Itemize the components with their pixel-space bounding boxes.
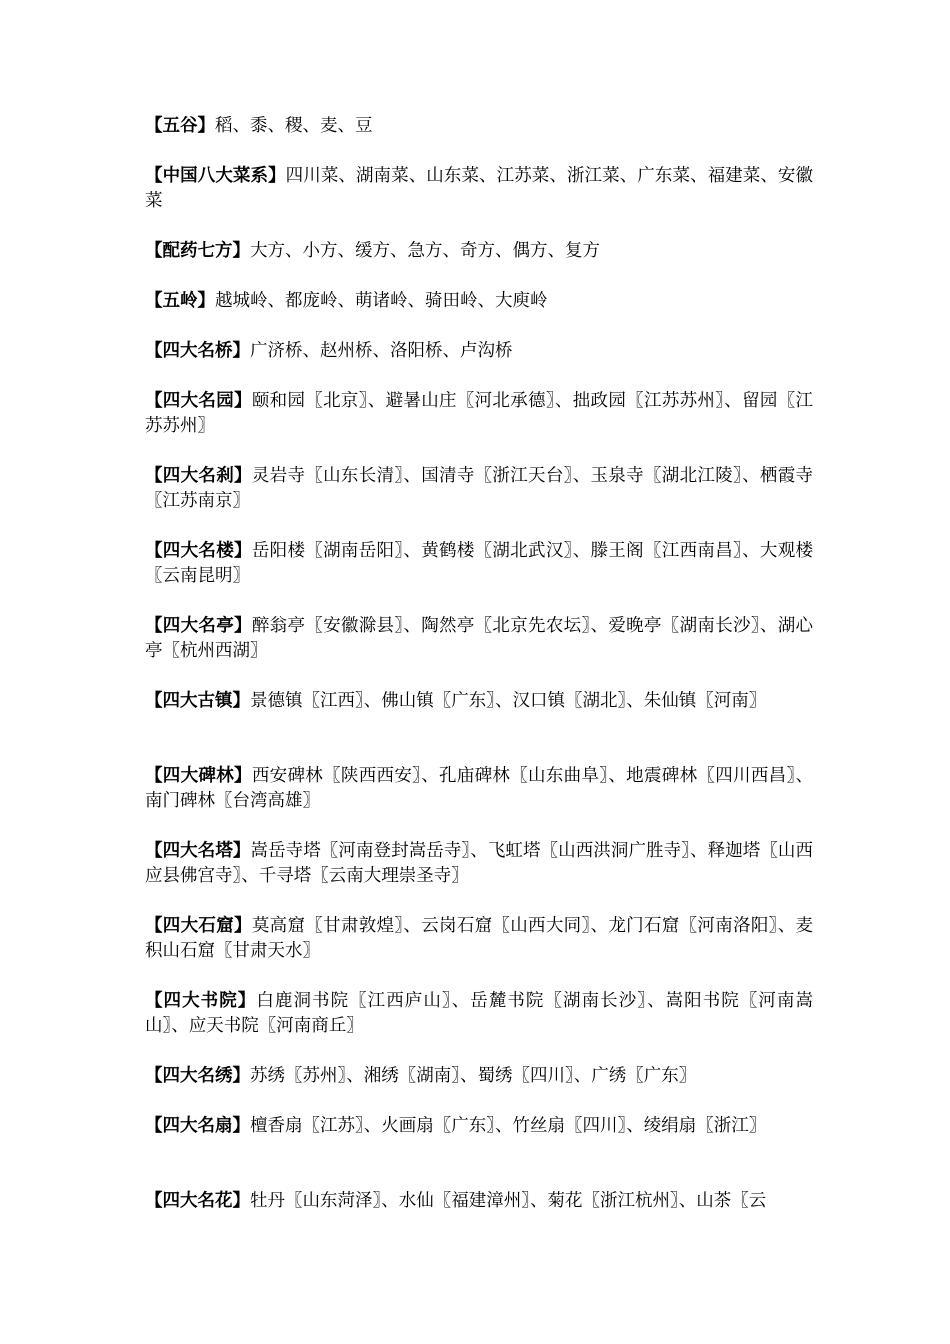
entry-text: 大方、小方、缓方、急方、奇方、偶方、复方 — [250, 241, 600, 261]
entry-sida-mingshan — [145, 1114, 813, 1139]
entry-bada-caixi — [145, 164, 813, 214]
entry-text: 颐和园〖北京〗、避暑山庄〖河北承德〗、拙政园〖江苏苏州〗、留园〖江苏苏州〗 — [145, 391, 814, 436]
entry-text: 岳阳楼〖湖南岳阳〗、黄鹤楼〖湖北武汉〗、滕王阁〖江西南昌〗、大观楼〖云南昆明〗 — [145, 541, 814, 586]
entry-text: 檀香扇〖江苏〗、火画扇〖广东〗、竹丝扇〖四川〗、绫绢扇〖浙江〗 — [250, 1116, 767, 1136]
entry-sida-mingcha — [145, 464, 813, 514]
entry-term: 【四大名楼】 — [145, 541, 252, 561]
entry-wuling — [145, 289, 813, 314]
entry-term: 【五岭】 — [145, 291, 215, 311]
entry-sida-mingyuan — [145, 389, 813, 439]
entry-text: 苏绣〖苏州〗、湘绣〖湖南〗、蜀绣〖四川〗、广绣〖广东〗 — [250, 1066, 697, 1086]
entry-term: 【四大名花】 — [145, 1191, 250, 1211]
entry-sida-mingta — [145, 839, 813, 889]
entry-term: 【四大名刹】 — [145, 466, 252, 486]
entry-term: 【中国八大菜系】 — [145, 166, 286, 186]
entry-term: 【四大碑林】 — [145, 766, 252, 786]
entry-text: 景德镇〖江西〗、佛山镇〖广东〗、汉口镇〖湖北〗、朱仙镇〖河南〗 — [250, 691, 767, 711]
entry-text: 牡丹〖山东菏泽〗、水仙〖福建漳州〗、菊花〖浙江杭州〗、山茶〖云 — [250, 1191, 767, 1211]
entry-text: 四川菜、湖南菜、山东菜、江苏菜、浙江菜、广东菜、福建菜、安徽菜 — [145, 166, 814, 211]
entry-sida-mingqiao — [145, 339, 813, 364]
entry-sida-minglou — [145, 539, 813, 589]
entry-term: 【四大名扇】 — [145, 1116, 250, 1136]
entry-text: 越城岭、都庞岭、萌诸岭、骑田岭、大庾岭 — [215, 291, 548, 311]
entry-sida-mingxiu — [145, 1064, 813, 1089]
entry-term: 【配药七方】 — [145, 241, 250, 261]
entry-text: 醉翁亭〖安徽滁县〗、陶然亭〖北京先农坛〗、爱晚亭〖湖南长沙〗、湖心亭〖杭州西湖〗 — [145, 616, 814, 661]
entry-text: 白鹿洞书院〖江西庐山〗、岳麓书院〖湖南长沙〗、嵩阳书院〖河南嵩山〗、应天书院〖河南商丘〗 — [145, 991, 814, 1036]
entry-sida-shuyuan — [145, 989, 813, 1039]
document-page — [145, 114, 813, 1239]
entry-text: 稻、黍、稷、麦、豆 — [215, 116, 373, 136]
entry-text: 西安碑林〖陕西西安〗、孔庙碑林〖山东曲阜〗、地震碑林〖四川西昌〗、南门碑林〖台湾高雄〗 — [145, 766, 814, 811]
entry-term: 【四大名桥】 — [145, 341, 250, 361]
entry-term: 【四大名绣】 — [145, 1066, 250, 1086]
entry-term: 【四大名亭】 — [145, 616, 252, 636]
entry-sida-mingting — [145, 614, 813, 664]
entry-term: 【五谷】 — [145, 116, 215, 136]
entry-text: 嵩岳寺塔〖河南登封嵩岳寺〗、飞虹塔〖山西洪洞广胜寺〗、释迦塔〖山西应县佛宫寺〗、千寻塔〖云南大理崇圣寺〗 — [145, 841, 814, 886]
entry-sida-shiku — [145, 914, 813, 964]
entry-sida-minghua — [145, 1189, 813, 1214]
entry-text: 广济桥、赵州桥、洛阳桥、卢沟桥 — [250, 341, 513, 361]
entry-term: 【四大石窟】 — [145, 916, 252, 936]
entry-text: 莫高窟〖甘肃敦煌〗、云岗石窟〖山西大同〗、龙门石窟〖河南洛阳〗、麦积山石窟〖甘肃天水〗 — [145, 916, 814, 961]
entry-sida-beilin — [145, 764, 813, 814]
entry-term: 【四大名塔】 — [145, 841, 251, 861]
entry-text: 灵岩寺〖山东长清〗、国清寺〖浙江天台〗、玉泉寺〖湖北江陵〗、栖霞寺〖江苏南京〗 — [145, 466, 814, 511]
entry-term: 【四大书院】 — [145, 991, 257, 1011]
entry-term: 【四大名园】 — [145, 391, 252, 411]
entry-peiyao-qifang — [145, 239, 813, 264]
entry-term: 【四大古镇】 — [145, 691, 250, 711]
entry-sida-guzhen — [145, 689, 813, 714]
entry-wugu — [145, 114, 813, 139]
